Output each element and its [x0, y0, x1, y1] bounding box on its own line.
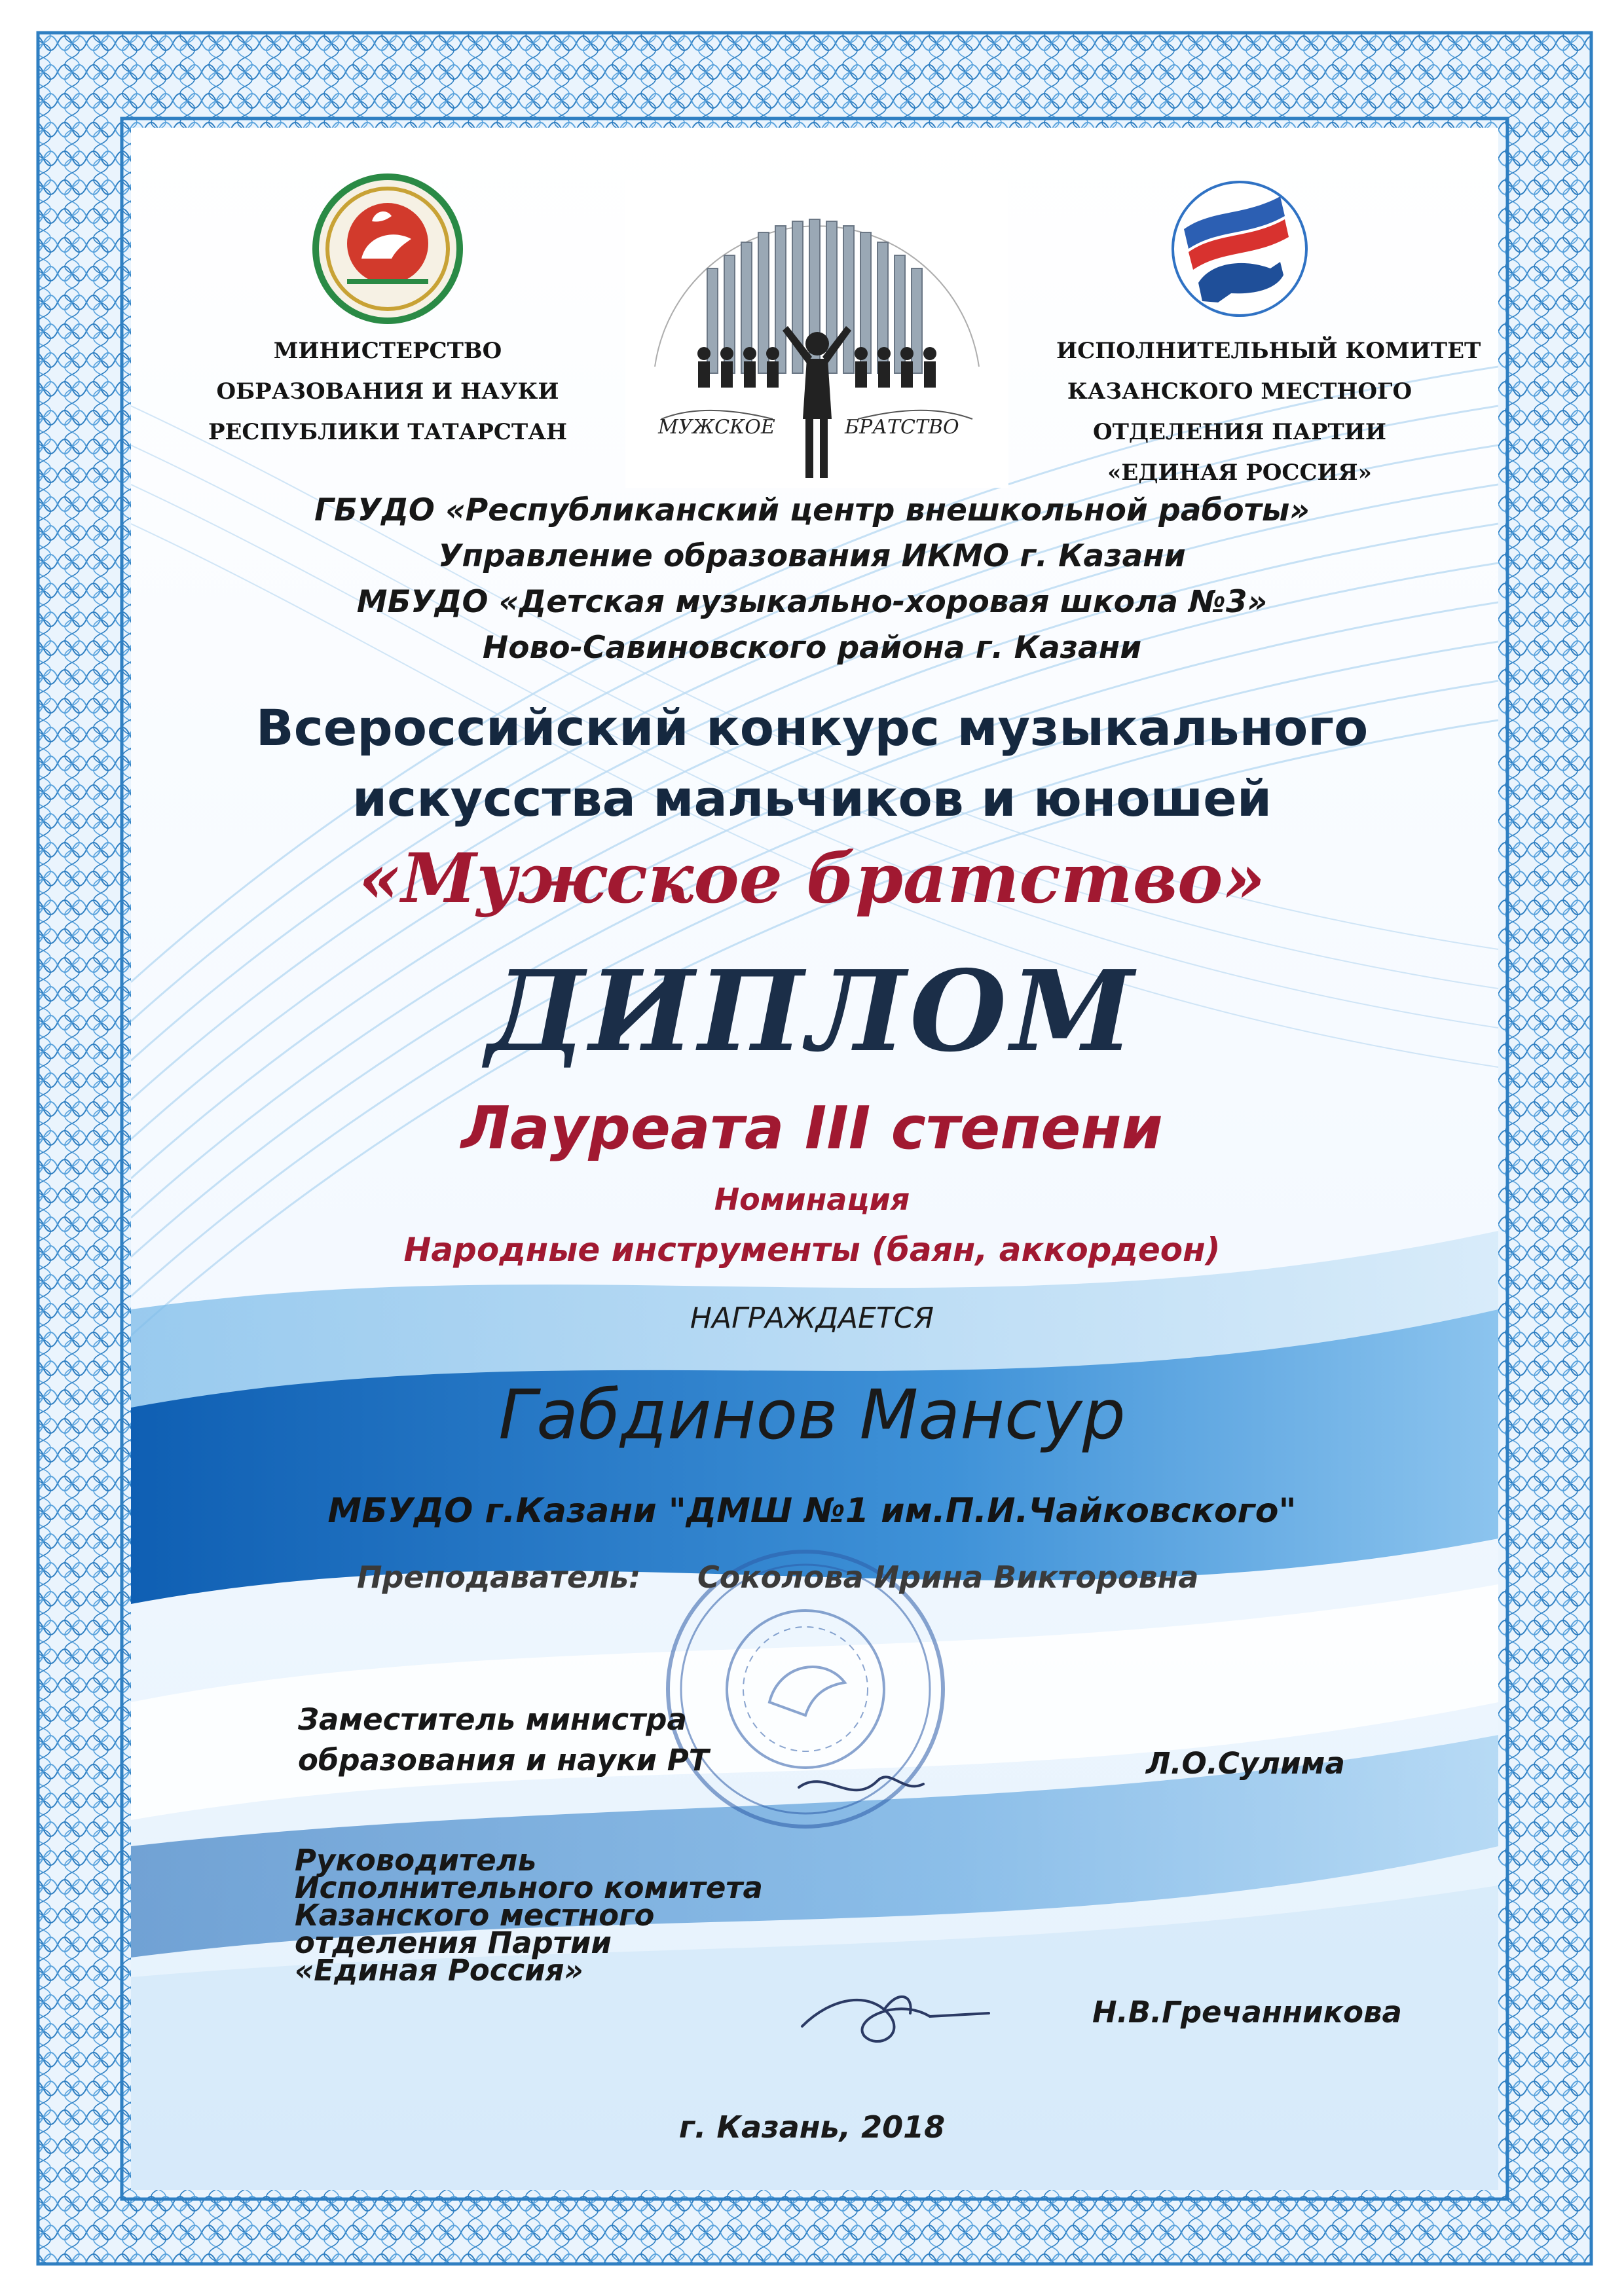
teacher-name: Соколова Ирина Викторовна: [697, 1559, 1199, 1595]
recipient-school: МБУДО г.Казани "ДМШ №1 им.П.И.Чайковского": [327, 1491, 1297, 1531]
contest-name: «Мужское братство»: [358, 838, 1266, 919]
contest-title-line1: Всероссийский конкурс музыкального: [255, 699, 1369, 757]
left-org-name: [204, 331, 571, 452]
diploma-heading: ДИПЛОМ: [486, 946, 1138, 1077]
signatory-1-role-line1: Заместитель министра: [298, 1702, 687, 1737]
left-org-line3: РЕСПУБЛИКИ ТАТАРСТАН: [208, 419, 568, 445]
place-date: г. Казань, 2018: [678, 2109, 946, 2145]
right-org-name: [1056, 331, 1481, 493]
recipient-name: Габдинов Мансур: [498, 1375, 1126, 1455]
logo-word-right: БРАТСТВО: [845, 416, 959, 439]
signatory-1-role-line2: образования и науки РТ: [298, 1743, 709, 1777]
logo-word-left: МУЖСКОЕ: [658, 416, 775, 439]
signatory-2-role-line1: Руководитель: [295, 1843, 537, 1878]
signatory-2-role-line2: Исполнительного комитета: [295, 1870, 763, 1905]
right-org-line4: «ЕДИНАЯ РОССИЯ»: [1107, 460, 1372, 486]
left-org-line1: МИНИСТЕРСТВО: [273, 338, 502, 364]
organizer-line-2: Управление образования ИКМО г. Казани: [438, 538, 1186, 574]
laureate-degree: Лауреата III степени: [461, 1094, 1163, 1163]
organizer-line-1: ГБУДО «Республиканский центр внешкольной работы»: [314, 492, 1310, 528]
signatory-2-role-line5: «Единая Россия»: [295, 1953, 583, 1988]
right-org-line1: ИСПОЛНИТЕЛЬНЫЙ КОМИТЕТ: [1056, 338, 1481, 364]
organizer-line-3: МБУДО «Детская музыкально-хоровая школа №3»: [356, 584, 1268, 620]
right-org-line2: КАЗАНСКОГО МЕСТНОГО: [1067, 378, 1412, 405]
right-org-line3: ОТДЕЛЕНИЯ ПАРТИИ: [1092, 419, 1387, 445]
left-org-line2: ОБРАЗОВАНИЯ И НАУКИ: [216, 378, 559, 405]
signatory-2-role-line4: отделения Партии: [295, 1925, 612, 1960]
organizer-line-4: Ново-Савиновского района г. Казани: [482, 630, 1142, 666]
awarded-label: НАГРАЖДАЕТСЯ: [690, 1302, 934, 1335]
signatory-1-name: Л.О.Сулима: [1146, 1746, 1345, 1781]
nomination-value: Народные инструменты (баян, аккордеон): [403, 1231, 1221, 1269]
teacher-label: Преподаватель:: [357, 1559, 641, 1595]
signatory-2-name: Н.В.Гречанникова: [1092, 1995, 1402, 2030]
nomination-label: Номинация: [714, 1182, 910, 1217]
contest-title-line2: искусства мальчиков и юношей: [352, 769, 1272, 828]
signatory-2-role-line3: Казанского местного: [295, 1898, 655, 1933]
